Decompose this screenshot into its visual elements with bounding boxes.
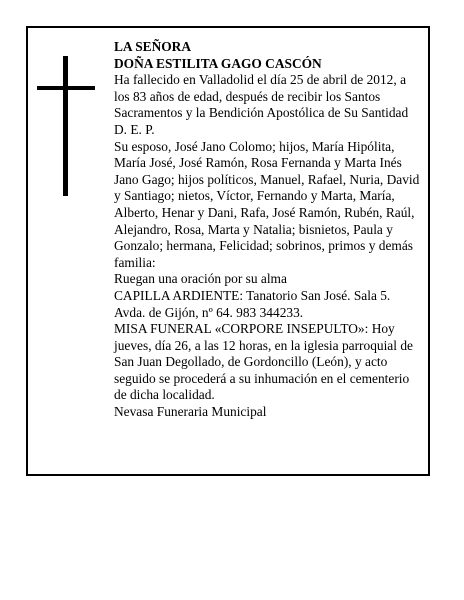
cross-horizontal-bar — [37, 86, 95, 90]
chapel-info: CAPILLA ARDIENTE: Tanatorio San José. Sala 5. Avda. de Gijón, nº 64. 983 344233. — [114, 287, 391, 320]
deceased-name: DOÑA ESTILITA GAGO CASCÓN — [114, 55, 322, 71]
death-announcement: Ha fallecido en Valladolid el día 25 de abril de 2012, a los 83 años de edad, después de recibir los Santos Sacramentos y la Bendición Apostólica de Su Santidad D. E. P. — [114, 72, 409, 137]
funeral-home: Nevasa Funeraria Municipal — [114, 404, 267, 420]
cross-vertical-bar — [63, 56, 68, 196]
prayer-request: Ruegan una oración por su alma — [114, 271, 287, 287]
obituary-text — [114, 39, 422, 421]
title-line-1: LA SEÑORA — [114, 39, 192, 54]
family-list: Su esposo, José Jano Colomo; hijos, María Hipólita, María José, José Ramón, Rosa Fernanda y Marta Inés Jano Gago; hijos políticos, Manuel, Rafael, Nuria, David y Santiago; nietos, Víctor, Fernando y Marta, María, Alberto, Henar y Dani, Rafa, José Ramón, Rubén, Raúl, Alejandro, Rosa, Marta y Natalia; bisnietos, Paula y Gonzalo; hermana, Felicidad; sobrinos, primos y demás familia: — [114, 138, 420, 270]
funeral-mass-info: MISA FUNERAL «CORPORE INSEPULTO»: Hoy jueves, día 26, a las 12 horas, en la iglesia parroquial de San Juan Degollado, de Gordoncillo (León), y acto seguido se procederá a su inhumación en el cementerio de dicha localidad. — [114, 321, 413, 403]
